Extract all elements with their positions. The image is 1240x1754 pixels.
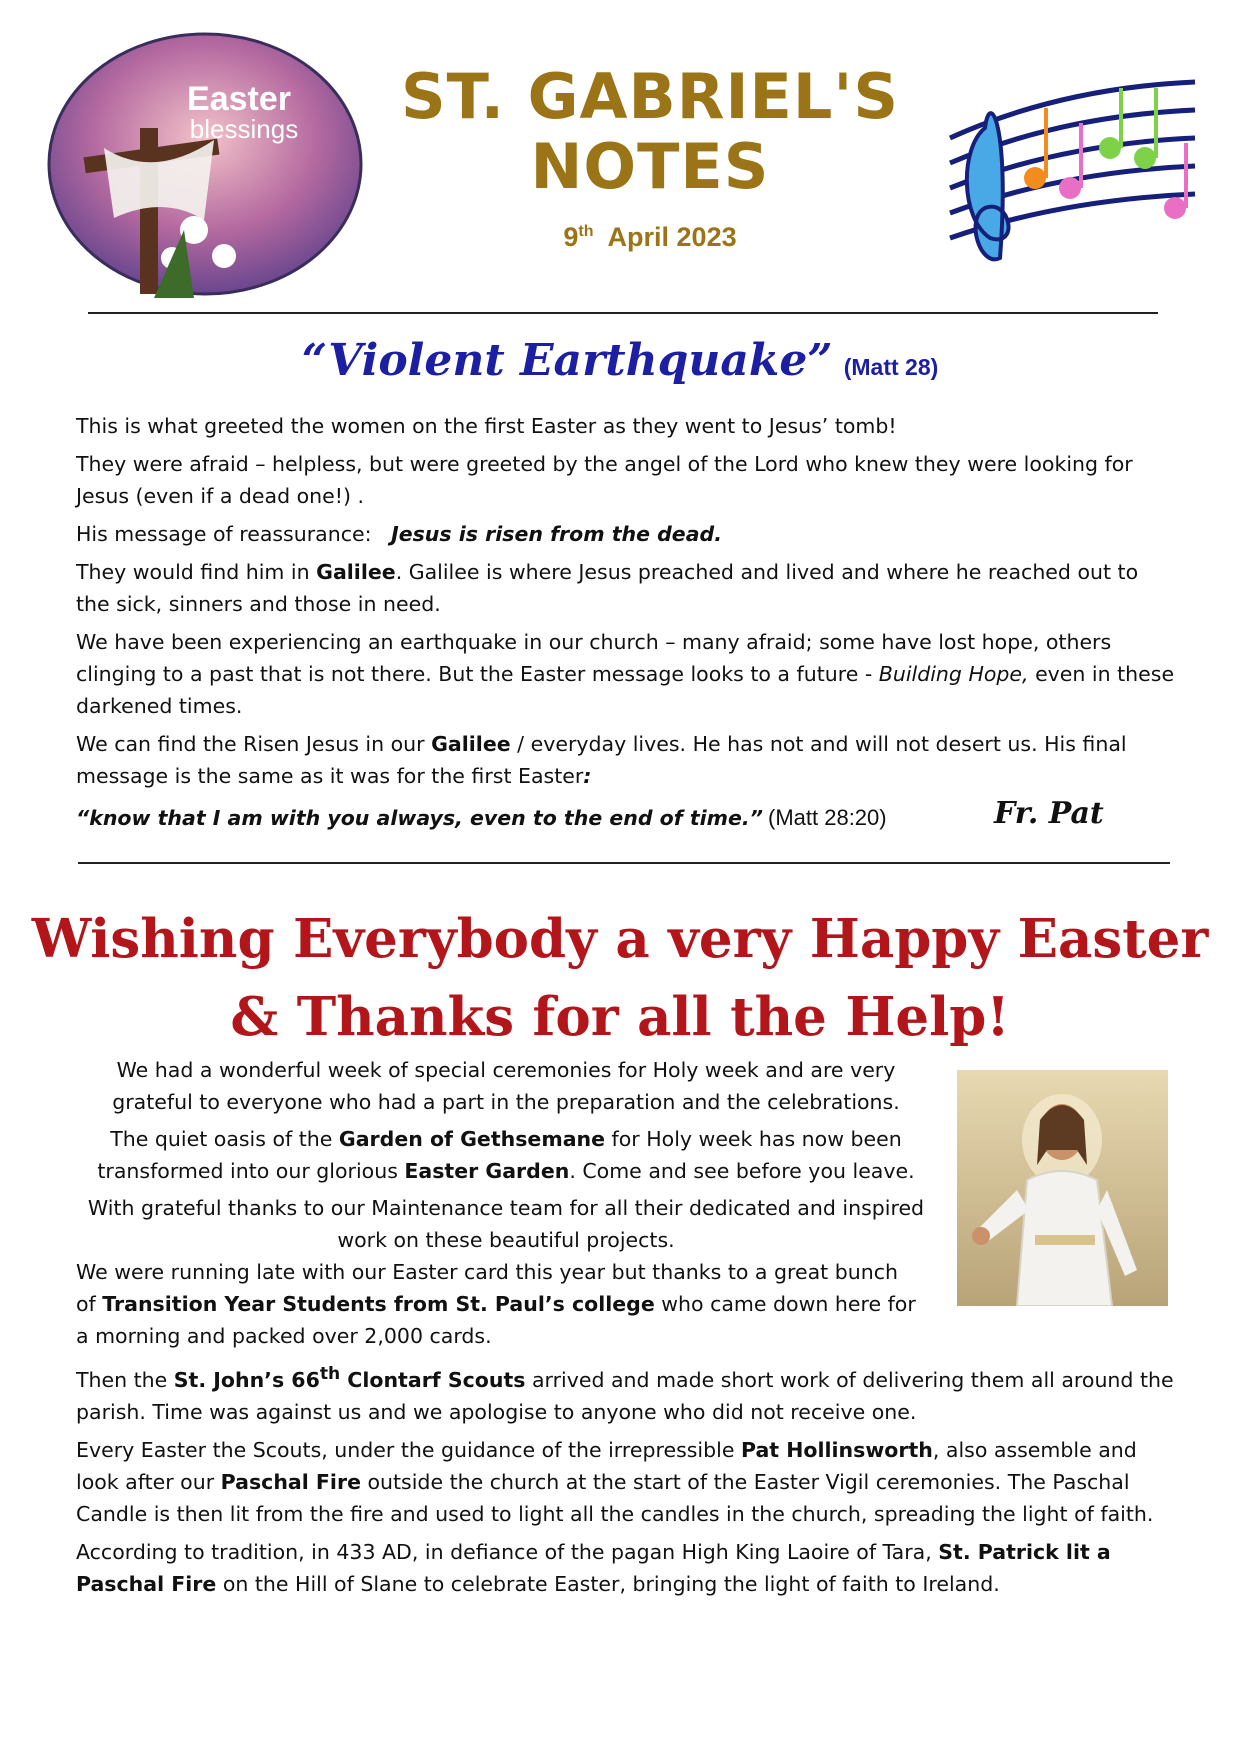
- p6-c: / everyday lives. He has not and will not desert us. His final message is the same as it was for the first Easter: [76, 732, 1127, 788]
- s2p1-c: who came down here for a morning and packed over 2,000 cards.: [76, 1292, 916, 1348]
- section2-title-line-1: Wishing Everybody a very Happy Easter: [31, 908, 1209, 970]
- section2-paragraph-4: [76, 1536, 1176, 1600]
- scripture-quote-line: [76, 796, 1176, 842]
- s2p1-students: Transition Year Students from St. Paul’s college: [102, 1292, 655, 1316]
- section1-body: [76, 410, 1176, 798]
- section1-title: “Violent Earthquake”: [301, 335, 833, 386]
- s2p2-d: arrived and made short work of delivering them all around the parish. Time was against us and we apologise to anyone who did not receive one.: [76, 1367, 1174, 1424]
- s2p2-a: Then the: [76, 1367, 174, 1392]
- section2-heading: [0, 900, 1240, 1056]
- section1-paragraph-3: [76, 518, 1176, 550]
- masthead: [380, 62, 920, 253]
- p6-galilee: Galilee: [431, 732, 511, 756]
- p3-emphasis: Jesus is risen from the dead.: [391, 522, 723, 546]
- section2-title-line-2: & Thanks for all the Help!: [230, 986, 1010, 1048]
- section1-paragraph-5: [76, 626, 1176, 722]
- section2-centered-text: [76, 1054, 936, 1261]
- p3-lead: His message of reassurance:: [76, 522, 372, 546]
- s2p4-st-patrick: St. Patrick lit a Paschal Fire: [76, 1539, 1111, 1596]
- p4-c: . Galilee is where Jesus preached and lived and where he reached out to the sick, sinners and those in need.: [76, 560, 1139, 616]
- logo-text-easter: Easter: [187, 80, 291, 118]
- s2p3-a: Every Easter the Scouts, under the guidance of the irrepressible: [76, 1437, 741, 1462]
- section1-title-reference: (Matt 28): [843, 354, 939, 380]
- c2-c: for Holy week has now been transformed into our glorious: [97, 1127, 902, 1183]
- section-divider: [78, 862, 1170, 864]
- section2-paragraph-2: [76, 1358, 1176, 1428]
- c2-e: . Come and see before you leave.: [569, 1159, 915, 1183]
- section2-paragraph-1: [76, 1256, 916, 1352]
- signature: Fr. Pat: [994, 796, 1104, 831]
- section2-body: [76, 1256, 1176, 1606]
- c2-easter-garden: Easter Garden: [404, 1159, 570, 1183]
- s2p2-scouts-place: Clontarf Scouts: [340, 1367, 526, 1392]
- s2p3-c: , also assemble and look after our: [76, 1437, 1137, 1494]
- section1-paragraph-1: This is what greeted the women on the first Easter as they went to Jesus’ tomb!: [76, 414, 897, 438]
- s2p1-a: We were running late with our Easter card this year but thanks to a great bunch of: [76, 1260, 898, 1316]
- scripture-quote-reference: (Matt 28:20): [768, 805, 887, 830]
- section2-centered-paragraph-3: With grateful thanks to our Maintenance team for all their dedicated and inspired work on these beautiful projects.: [87, 1196, 925, 1252]
- header-divider: [88, 312, 1158, 314]
- p6-d: :: [583, 764, 592, 788]
- date-day: 9: [563, 222, 579, 252]
- music-notes-icon: [940, 68, 1202, 278]
- p4-a: They would find him in: [76, 560, 317, 584]
- easter-blessings-logo: [44, 30, 366, 298]
- p5-c: even in these darkened times.: [76, 662, 1175, 718]
- p6-a: We can find the Risen Jesus in our: [76, 732, 432, 756]
- p5-a: We have been experiencing an earthquake in our church – many afraid; some have lost hope, others clinging to a past that is not there. But the Easter message looks to a future -: [76, 630, 1112, 686]
- c2-gethsemane: Garden of Gethsemane: [338, 1127, 606, 1151]
- section1-paragraph-6: [76, 728, 1176, 792]
- p4-galilee: Galilee: [316, 560, 396, 584]
- scripture-quote: “know that I am with you always, even to the end of time.”: [76, 806, 763, 830]
- s2p3-paschal-fire: Paschal Fire: [220, 1469, 361, 1494]
- masthead-title-line-2: NOTES: [530, 130, 770, 203]
- date-rest: April 2023: [607, 222, 737, 252]
- s2p3-pat: Pat Hollinsworth: [740, 1437, 933, 1462]
- c2-a: The quiet oasis of the: [110, 1127, 339, 1151]
- section2-centered-paragraph-2: [76, 1123, 936, 1187]
- date-suffix: th: [578, 223, 594, 240]
- s2p4-c: on the Hill of Slane to celebrate Easter, bringing the light of faith to Ireland.: [216, 1571, 1000, 1596]
- p5-building-hope: Building Hope,: [878, 662, 1029, 686]
- section1-heading: [0, 335, 1240, 386]
- masthead-title-line-1: ST. GABRIEL'S: [400, 60, 900, 133]
- s2p2-sup: th: [319, 1364, 341, 1384]
- section1-paragraph-4: [76, 556, 1176, 620]
- section2-centered-paragraph-1: We had a wonderful week of special ceremonies for Holy week and are very grateful to everyone who had a part in the preparation and the celebrations.: [112, 1058, 900, 1114]
- section2-paragraph-3: [76, 1434, 1176, 1530]
- s2p3-e: outside the church at the start of the Easter Vigil ceremonies. The Paschal Candle is then lit from the fire and used to light all the candles in the church, spreading the light of faith.: [76, 1469, 1154, 1526]
- issue-date: [380, 222, 920, 253]
- s2p2-scouts-name: St. John’s 66: [173, 1367, 320, 1392]
- logo-text-blessings: blessings: [189, 114, 299, 144]
- section1-paragraph-2: They were afraid – helpless, but were greeted by the angel of the Lord who knew they were looking for Jesus (even if a dead one!) .: [76, 452, 1133, 508]
- s2p4-a: According to tradition, in 433 AD, in defiance of the pagan High King Laoire of Tara,: [76, 1539, 939, 1564]
